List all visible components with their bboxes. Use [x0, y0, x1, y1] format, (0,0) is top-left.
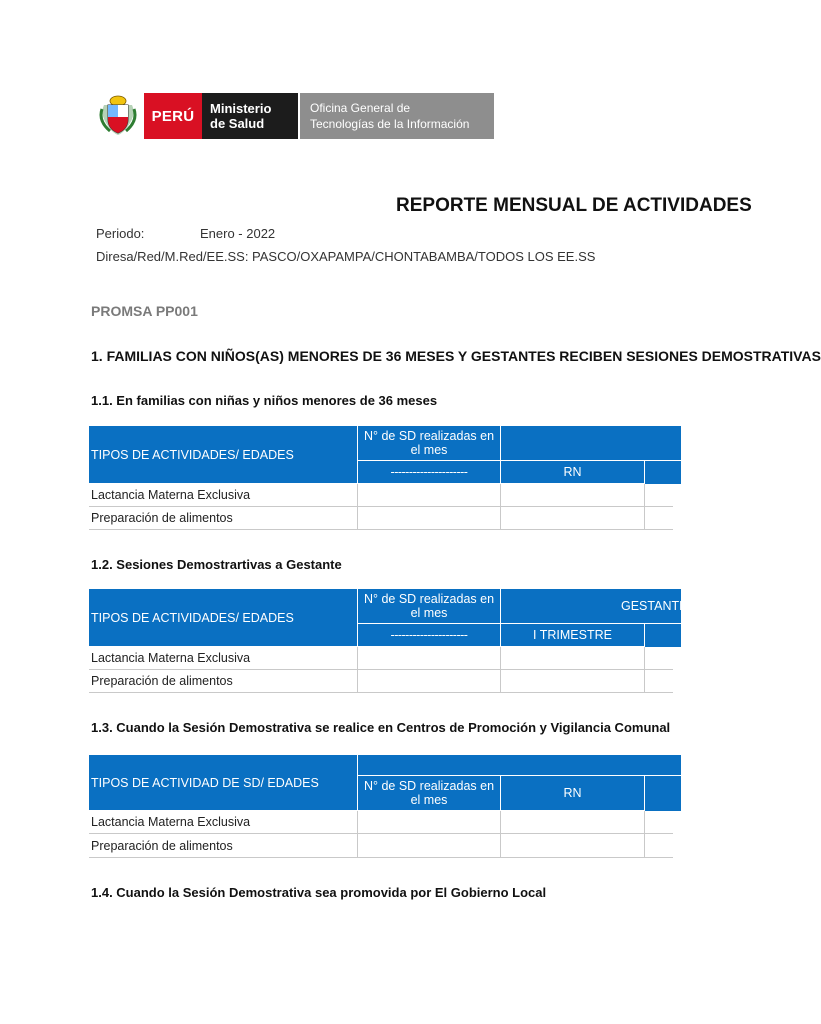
col-header-type: TIPOS DE ACTIVIDAD DE SD/ EDADES [89, 755, 358, 811]
col-group-header [501, 589, 696, 624]
table-cell [501, 670, 645, 693]
table-1-1 [89, 426, 681, 531]
col-header-dashes: --------------------- [358, 461, 501, 484]
table-1-2 [89, 589, 696, 694]
col-sub-rn: RN [501, 776, 645, 811]
col-group-header [501, 426, 681, 461]
col-header-type: TIPOS DE ACTIVIDADES/ EDADES [89, 589, 358, 647]
table-1-3 [89, 755, 681, 860]
col-sub-trimestre: I TRIMESTRE [501, 624, 645, 647]
ministry-brand [202, 93, 298, 139]
subtitle-1-3: 1.3. Cuando la Sesión Demostrativa se realice en Centros de Promoción y Vigilancia Comunal [91, 720, 671, 735]
col-sub-next [645, 461, 681, 484]
table-cell [358, 670, 501, 693]
table-cell [645, 834, 673, 858]
table-cell [358, 834, 501, 858]
coat-of-arms-icon [96, 93, 140, 139]
location-line: Diresa/Red/M.Red/EE.SS: PASCO/OXAPAMPA/CHONTABAMBA/TODOS LOS EE.SS [96, 249, 596, 264]
col-header-count: N° de SD realizadas en el mes [358, 589, 501, 624]
logo-bar [96, 93, 494, 139]
peru-brand: PERÚ [144, 93, 202, 139]
report-title: REPORTE MENSUAL DE ACTIVIDADES [396, 195, 752, 216]
table-cell [501, 647, 645, 670]
col-sub-rn: RN [501, 461, 645, 484]
table-cell [358, 484, 501, 507]
row-label: Preparación de alimentos [89, 507, 358, 530]
table-cell [358, 507, 501, 530]
subtitle-1-1: 1.1. En familias con niñas y niños menores de 36 meses [91, 393, 438, 408]
subtitle-1-2: 1.2. Sesiones Demostrartivas a Gestante [91, 557, 342, 572]
ogti-line-1: Oficina General de [310, 101, 411, 115]
program-label: PROMSA PP001 [91, 303, 198, 319]
table-cell [501, 484, 645, 507]
periodo-label: Periodo: [96, 226, 145, 241]
col-header-type: TIPOS DE ACTIVIDADES/ EDADES [89, 426, 358, 484]
table-cell [501, 507, 645, 530]
col-header-count: N° de SD realizadas en el mes [358, 426, 501, 461]
col-group-header [358, 755, 681, 776]
table-cell [358, 811, 501, 834]
row-label: Preparación de alimentos [89, 670, 358, 693]
table-cell [645, 670, 673, 693]
ogti-brand [298, 93, 494, 139]
table-cell [645, 507, 673, 530]
table-cell [501, 834, 645, 858]
group-label: GESTANTES [621, 599, 696, 613]
col-sub-next [645, 776, 681, 811]
table-cell [501, 811, 645, 834]
ministry-line-2: de Salud [210, 116, 265, 131]
table-cell [645, 811, 673, 834]
row-label: Lactancia Materna Exclusiva [89, 484, 358, 507]
section-1-title: 1. FAMILIAS CON NIÑOS(AS) MENORES DE 36 MESES Y GESTANTES RECIBEN SESIONES DEMOSTRATIVAS [91, 348, 821, 364]
col-header-dashes: --------------------- [358, 624, 501, 647]
periodo-value: Enero - 2022 [200, 226, 276, 241]
table-cell [358, 647, 501, 670]
col-header-count: N° de SD realizadas en el mes [358, 776, 501, 811]
col-sub-next [645, 624, 681, 647]
table-cell [645, 647, 673, 670]
subtitle-1-4: 1.4. Cuando la Sesión Demostrativa sea promovida por El Gobierno Local [91, 885, 547, 900]
row-label: Preparación de alimentos [89, 834, 358, 858]
row-label: Lactancia Materna Exclusiva [89, 647, 358, 670]
row-label: Lactancia Materna Exclusiva [89, 811, 358, 834]
ministry-line-1: Ministerio [210, 101, 272, 116]
ogti-line-2: Tecnologías de la Información [310, 117, 470, 131]
table-cell [645, 484, 673, 507]
